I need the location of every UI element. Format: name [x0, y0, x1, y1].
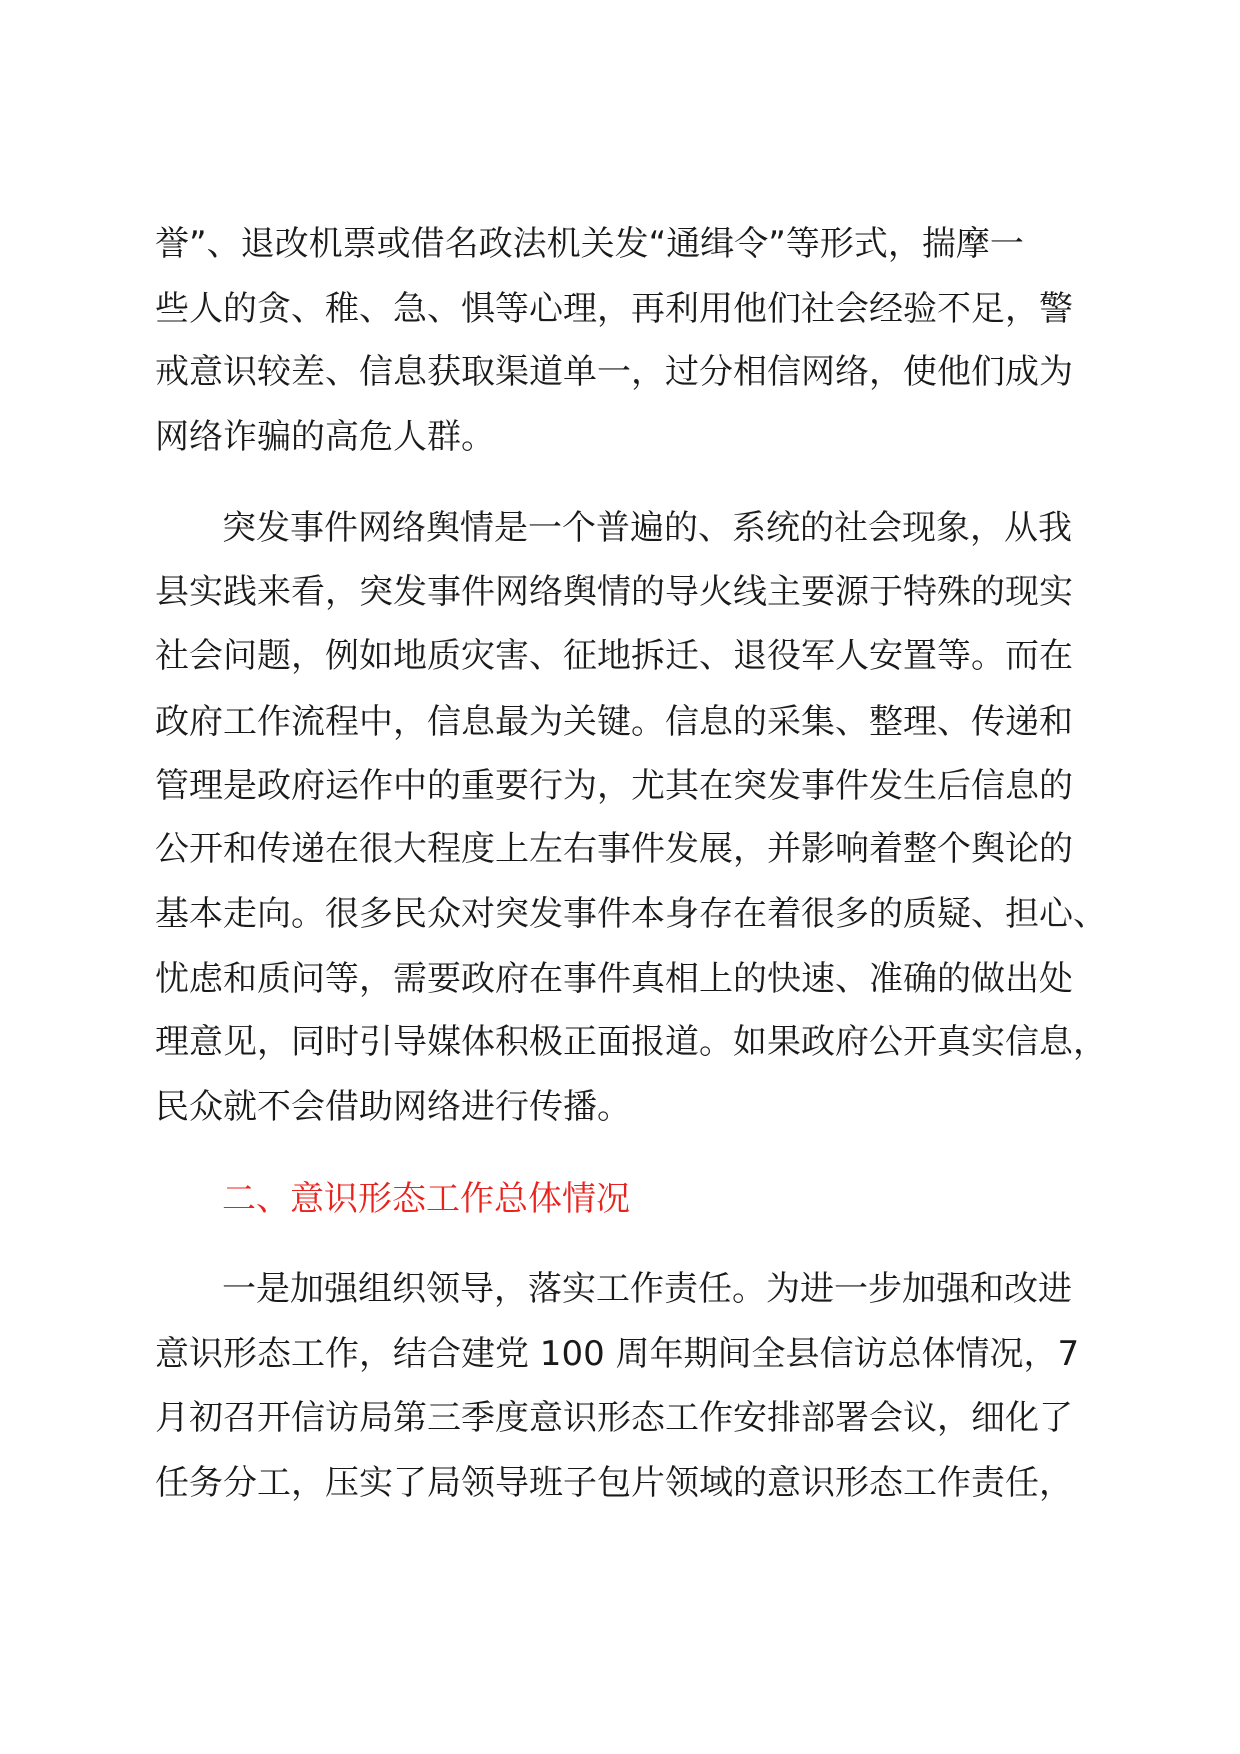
section-heading: 二、意识形态工作总体情况: [222, 1179, 630, 1219]
paragraph-3-line-3: 月初召开信访局第三季度意识形态工作安排部署会议，细化了: [155, 1398, 1073, 1438]
paragraph-2-line-9: 理意见，同时引导媒体积极正面报道。如果政府公开真实信息，: [155, 1022, 1107, 1062]
paragraph-2-line-1: 突发事件网络舆情是一个普遍的、系统的社会现象，从我: [222, 508, 1072, 548]
paragraph-1-line-1: 誉”、退改机票或借名政法机关发“通缉令”等形式，揣摩一: [155, 224, 1024, 264]
paragraph-1-line-4: 网络诈骗的高危人群。: [155, 417, 495, 457]
paragraph-2-line-8: 忧虑和质问等，需要政府在事件真相上的快速、准确的做出处: [155, 959, 1073, 999]
paragraph-2-line-3: 社会问题，例如地质灾害、征地拆迁、退役军人安置等。而在: [155, 636, 1073, 676]
paragraph-3-line-2: 意识形态工作，结合建党 100 周年期间全县信访总体情况，7: [155, 1334, 1080, 1374]
paragraph-2-line-6: 公开和传递在很大程度上左右事件发展，并影响着整个舆论的: [155, 829, 1073, 869]
paragraph-2-line-4: 政府工作流程中，信息最为关键。信息的采集、整理、传递和: [155, 702, 1073, 742]
paragraph-1-line-3: 戒意识较差、信息获取渠道单一，过分相信网络，使他们成为: [155, 352, 1073, 392]
paragraph-2-line-5: 管理是政府运作中的重要行为，尤其在突发事件发生后信息的: [155, 766, 1073, 806]
paragraph-2-line-2: 县实践来看，突发事件网络舆情的导火线主要源于特殊的现实: [155, 572, 1073, 612]
paragraph-2-line-10: 民众就不会借助网络进行传播。: [155, 1087, 631, 1127]
paragraph-2-line-7: 基本走向。很多民众对突发事件本身存在着很多的质疑、担心、: [155, 894, 1107, 934]
paragraph-3-line-4: 任务分工，压实了局领导班子包片领域的意识形态工作责任，: [155, 1463, 1073, 1503]
paragraph-1-line-2: 些人的贪、稚、急、惧等心理，再利用他们社会经验不足，警: [155, 289, 1073, 329]
paragraph-3-line-1: 一是加强组织领导，落实工作责任。为进一步加强和改进: [222, 1269, 1072, 1309]
